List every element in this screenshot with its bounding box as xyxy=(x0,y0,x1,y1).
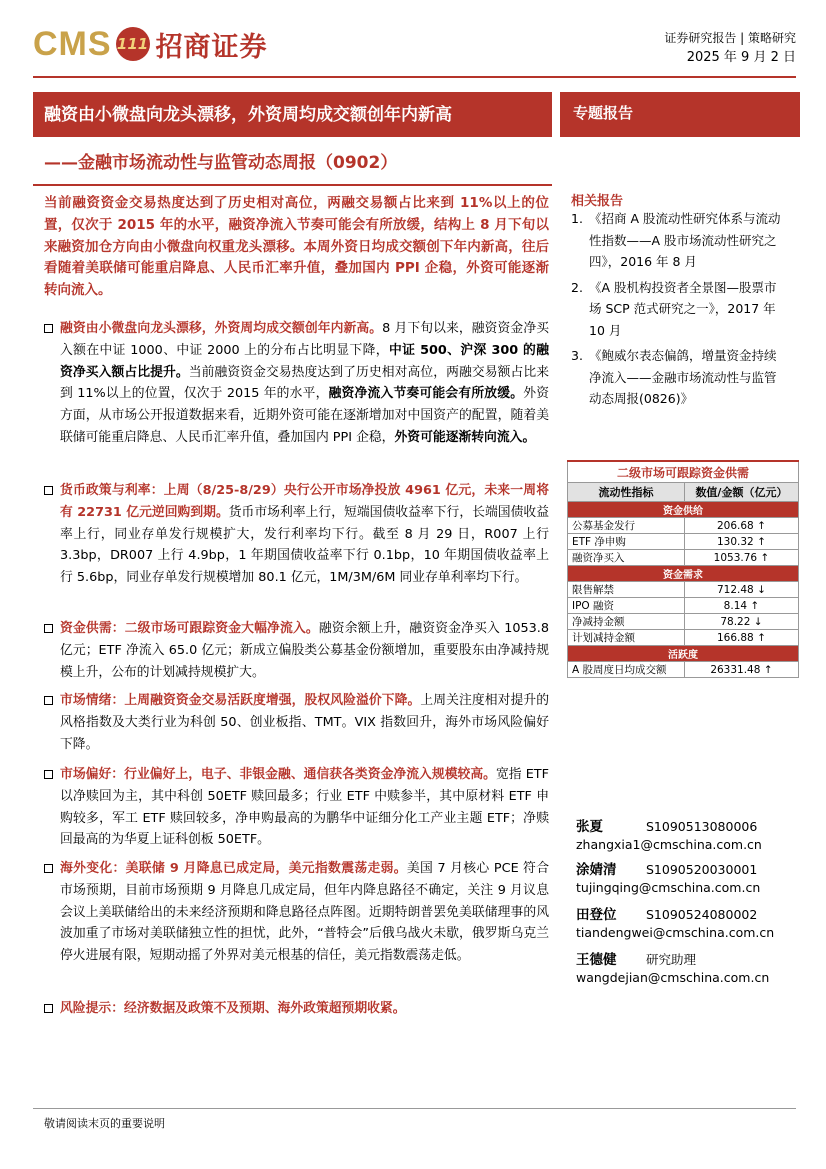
table-section-row: 资金供给 xyxy=(568,502,799,518)
header-divider xyxy=(33,76,796,78)
bullet-overseas xyxy=(44,858,549,967)
bullet-text: 宽指 ETF 以净赎回为主，其中科创 50ETF 赎回最多；行业 ETF 中赎参半，其中原材料 ETF 申购较多，军工 ETF 赎回较多，净申购最高的为鹏华中证细分化工产业主题 ETF；净赎回最高的为华夏上证科创板 50ETF。 xyxy=(60,767,549,848)
table-row: 计划减持金额 166.88 ↑ xyxy=(568,630,799,646)
bullet-heading: 海外变化：美联储 9 月降息已成定局，美元指数震荡走弱。 xyxy=(60,861,407,876)
analyst-id: S1090513080006 xyxy=(646,819,758,834)
bullet-heading: 货币政策与利率：上周（8/25-8/29）央行公开市场净投放 4961 亿元，未来一周将有 22731 亿元逆回购到期。 xyxy=(60,483,549,520)
arrow-down-icon: ↓ xyxy=(757,583,766,596)
arrow-up-icon: ↑ xyxy=(750,599,760,612)
bullet-monetary-policy xyxy=(44,480,549,589)
footer-divider xyxy=(33,1108,796,1109)
related-report-text: 《招商 A 股流动性研究体系与流动性指数——A 股市场流动性研究之四》，2016 年 8 月 xyxy=(589,211,781,269)
bullet-bold-text: 中证 500、沪深 300 的融资净买入额占比提升。 xyxy=(60,342,550,380)
report-category: 证券研究报告 | 策略研究 xyxy=(664,31,796,45)
analyst-card xyxy=(576,858,760,895)
fund-supply-demand-table xyxy=(567,460,799,678)
table-row: ETF 净申购 130.32 ↑ xyxy=(568,534,799,550)
related-reports-title: 相关报告 xyxy=(571,194,624,209)
table-row: 净减持金额 78.22 ↓ xyxy=(568,614,799,630)
analyst-card xyxy=(576,903,774,940)
related-report-item[interactable]: 1. 《招商 A 股流动性研究体系与流动性指数——A 股市场流动性研究之四》，2016 年 8 月 xyxy=(571,208,786,273)
arrow-up-icon: ↑ xyxy=(763,663,773,676)
summary-paragraph: 当前融资资金交易热度达到了历史相对高位，两融交易额占比来到 11%以上的位置，仅次于 2015 年的水平，融资净流入节奏可能会有所放缓，结构上 8 月下旬以来融资加仓方向由小微盘向权重龙头漂移。本周外资日均成交额创下年内新高，往后看随着美联储可能重启降息、人民币汇率升值，叠加国内 PPI 企稳，外资可能逐渐转向流入。 xyxy=(44,195,549,299)
analyst-email[interactable]: tiandengwei@cmschina.com.cn xyxy=(576,925,775,940)
bullet-bold-text: 融资净流入节奏可能会有所放缓。 xyxy=(328,386,524,402)
bullet-heading: 融资由小微盘向龙头漂移，外资周均成交额创年内新高。 xyxy=(60,321,383,336)
arrow-up-icon: ↑ xyxy=(757,535,766,548)
related-report-item[interactable]: 3. 《鲍威尔表态偏鸽，增量资金持续净流入——金融市场流动性与监管动态周报(0826)》 xyxy=(571,345,786,410)
bullet-text: 美国 7 月核心 PCE 符合市场预期，目前市场预期 9 月降息几成定局，但年内降息路径不确定，关注 9 月议息会议上美联储给出的未来经济预期和降息路径点阵图。近期特朗普罢免美联储理事的风波加重了市场对美联储独立性的担忧，此外，“普特会”后俄乌战火未歇，俄罗斯乌克兰停火进展有限，短期动摇了外界对美元根基的信任，美元指数震荡走低。 xyxy=(60,861,549,964)
table-header-cell: 数值/金额（亿元） xyxy=(684,483,798,502)
report-subtitle: ——金融市场流动性与监管动态周报（0902） xyxy=(44,153,398,173)
bullet-text: 上周关注度相对提升的风格指数及大类行业为科创 50、创业板指、TMT。VIX 指数回升，海外市场风险偏好下降。 xyxy=(60,693,550,752)
table-row: 限售解禁 712.48 ↓ xyxy=(568,582,799,598)
report-type: 专题报告 xyxy=(573,104,634,122)
checkbox-icon xyxy=(44,696,53,705)
related-reports-list xyxy=(571,208,786,414)
table-caption: 二级市场可跟踪资金供需 xyxy=(568,461,799,483)
subtitle-divider xyxy=(33,184,552,186)
company-logo xyxy=(33,22,268,66)
analyst-name: 张夏 xyxy=(576,819,603,835)
bullet-fund-supply xyxy=(44,618,549,683)
bullet-text: 8 月下旬以来，融资资金净买入额在中证 1000、中证 2000 上的分布占比明显下降， xyxy=(60,321,549,358)
header-meta xyxy=(664,28,796,68)
analyst-card xyxy=(576,948,769,985)
bullet-bold-text: 外资可能逐渐转向流入。 xyxy=(394,429,536,445)
bullet-text: 外资方面，从市场公开报道数据来看，近期外资可能在逐渐增加对中国资产的配置，随着美联储可能重启降息、人民币汇率升值，叠加国内 PPI 企稳， xyxy=(60,386,550,445)
arrow-up-icon: ↑ xyxy=(757,631,766,644)
analyst-name: 涂婧清 xyxy=(576,862,617,878)
logo-latin: CMS xyxy=(33,24,112,63)
checkbox-icon xyxy=(44,864,53,873)
analyst-id: S1090520030001 xyxy=(646,862,758,877)
bullet-text: 当前融资资金交易热度达到了历史相对高位，两融交易额占比来到 11%以上的位置，仅次于 2015 年的水平， xyxy=(60,364,550,402)
analyst-name: 王德健 xyxy=(576,952,617,968)
table-row: A 股周度日均成交额 26331.48 ↑ xyxy=(568,662,799,678)
bullet-market-sentiment xyxy=(44,690,549,755)
analyst-name: 田登位 xyxy=(576,907,617,923)
bullet-market-preference xyxy=(44,764,549,851)
checkbox-icon xyxy=(44,770,53,779)
table-row: IPO 融资 8.14 ↑ xyxy=(568,598,799,614)
bullet-heading: 市场偏好：行业偏好上，电子、非银金融、通信获各类资金净流入规模较高。 xyxy=(60,767,496,782)
table-section-row: 活跃度 xyxy=(568,646,799,662)
footer-note: 敬请阅读末页的重要说明 xyxy=(44,1117,165,1130)
arrow-up-icon: ↑ xyxy=(760,551,770,564)
report-date: 2025 年 9 月 2 日 xyxy=(686,50,796,65)
table-row: 融资净买入 1053.76 ↑ xyxy=(568,550,799,566)
checkbox-icon xyxy=(44,624,53,633)
analyst-id: S1090524080002 xyxy=(646,907,758,922)
logo-chinese: 招商证券 xyxy=(155,31,268,63)
arrow-up-icon: ↑ xyxy=(757,519,766,532)
table-header-row xyxy=(568,483,799,502)
table-section-row: 资金需求 xyxy=(568,566,799,582)
table-row: 公募基金发行 206.68 ↑ xyxy=(568,518,799,534)
bullet-liquidity xyxy=(44,318,549,449)
analyst-email[interactable]: wangdejian@cmschina.com.cn xyxy=(576,970,770,985)
analyst-id: 研究助理 xyxy=(646,952,697,967)
related-report-item[interactable]: 2. 《A 股机构投资者全景图—股票市场 SCP 范式研究之一》，2017 年 10 月 xyxy=(571,277,786,342)
analyst-email[interactable]: zhangxia1@cmschina.com.cn xyxy=(576,837,762,852)
bullet-text: 融资余额上升，融资资金净买入 1053.8 亿元；ETF 净流入 65.0 亿元；新成立偏股类公募基金份额增加，重要股东由净减持规模上升，公布的计划减持规模扩大。 xyxy=(60,621,549,680)
table-header-cell: 流动性指标 xyxy=(568,483,685,502)
report-title: 融资由小微盘向龙头漂移，外资周均成交额创年内新高 xyxy=(44,105,452,125)
checkbox-icon xyxy=(44,324,53,333)
checkbox-icon xyxy=(44,1004,53,1013)
arrow-down-icon: ↓ xyxy=(753,615,763,628)
bullet-text: 货币市场利率上行，短端国债收益率下行，长端国债收益率上行，同业存单发行规模扩大，发行利率均下行。截至 8 月 29 日，R007 上行 3.3bp，DR007 上行 4.9bp，1 年期国债收益率下行 0.1bp，10 年期国债收益率上行 5.6bp，同业存单发行规模增加 80.1 亿元，1M/3M/6M 同业存单利率均下行。 xyxy=(60,504,549,586)
bullet-heading: 风险提示：经济数据及政策不及预期、海外政策超预期收紧。 xyxy=(60,1001,406,1016)
related-report-text: 《A 股机构投资者全景图—股票市场 SCP 范式研究之一》，2017 年 10 月 xyxy=(589,279,777,338)
bullet-heading: 市场情绪：上周融资资金交易活跃度增强，股权风险溢价下降。 xyxy=(60,693,421,708)
bullet-risk xyxy=(44,998,549,1020)
analyst-card xyxy=(576,815,762,852)
checkbox-icon xyxy=(44,486,53,495)
analyst-email[interactable]: tujingqing@cmschina.com.cn xyxy=(576,880,761,895)
logo-emblem-icon: 111 xyxy=(116,27,150,61)
related-report-text: 《鲍威尔表态偏鸽，增量资金持续净流入——金融市场流动性与监管动态周报(0826)》 xyxy=(589,348,777,406)
bullet-heading: 资金供需：二级市场可跟踪资金大幅净流入。 xyxy=(60,621,319,636)
